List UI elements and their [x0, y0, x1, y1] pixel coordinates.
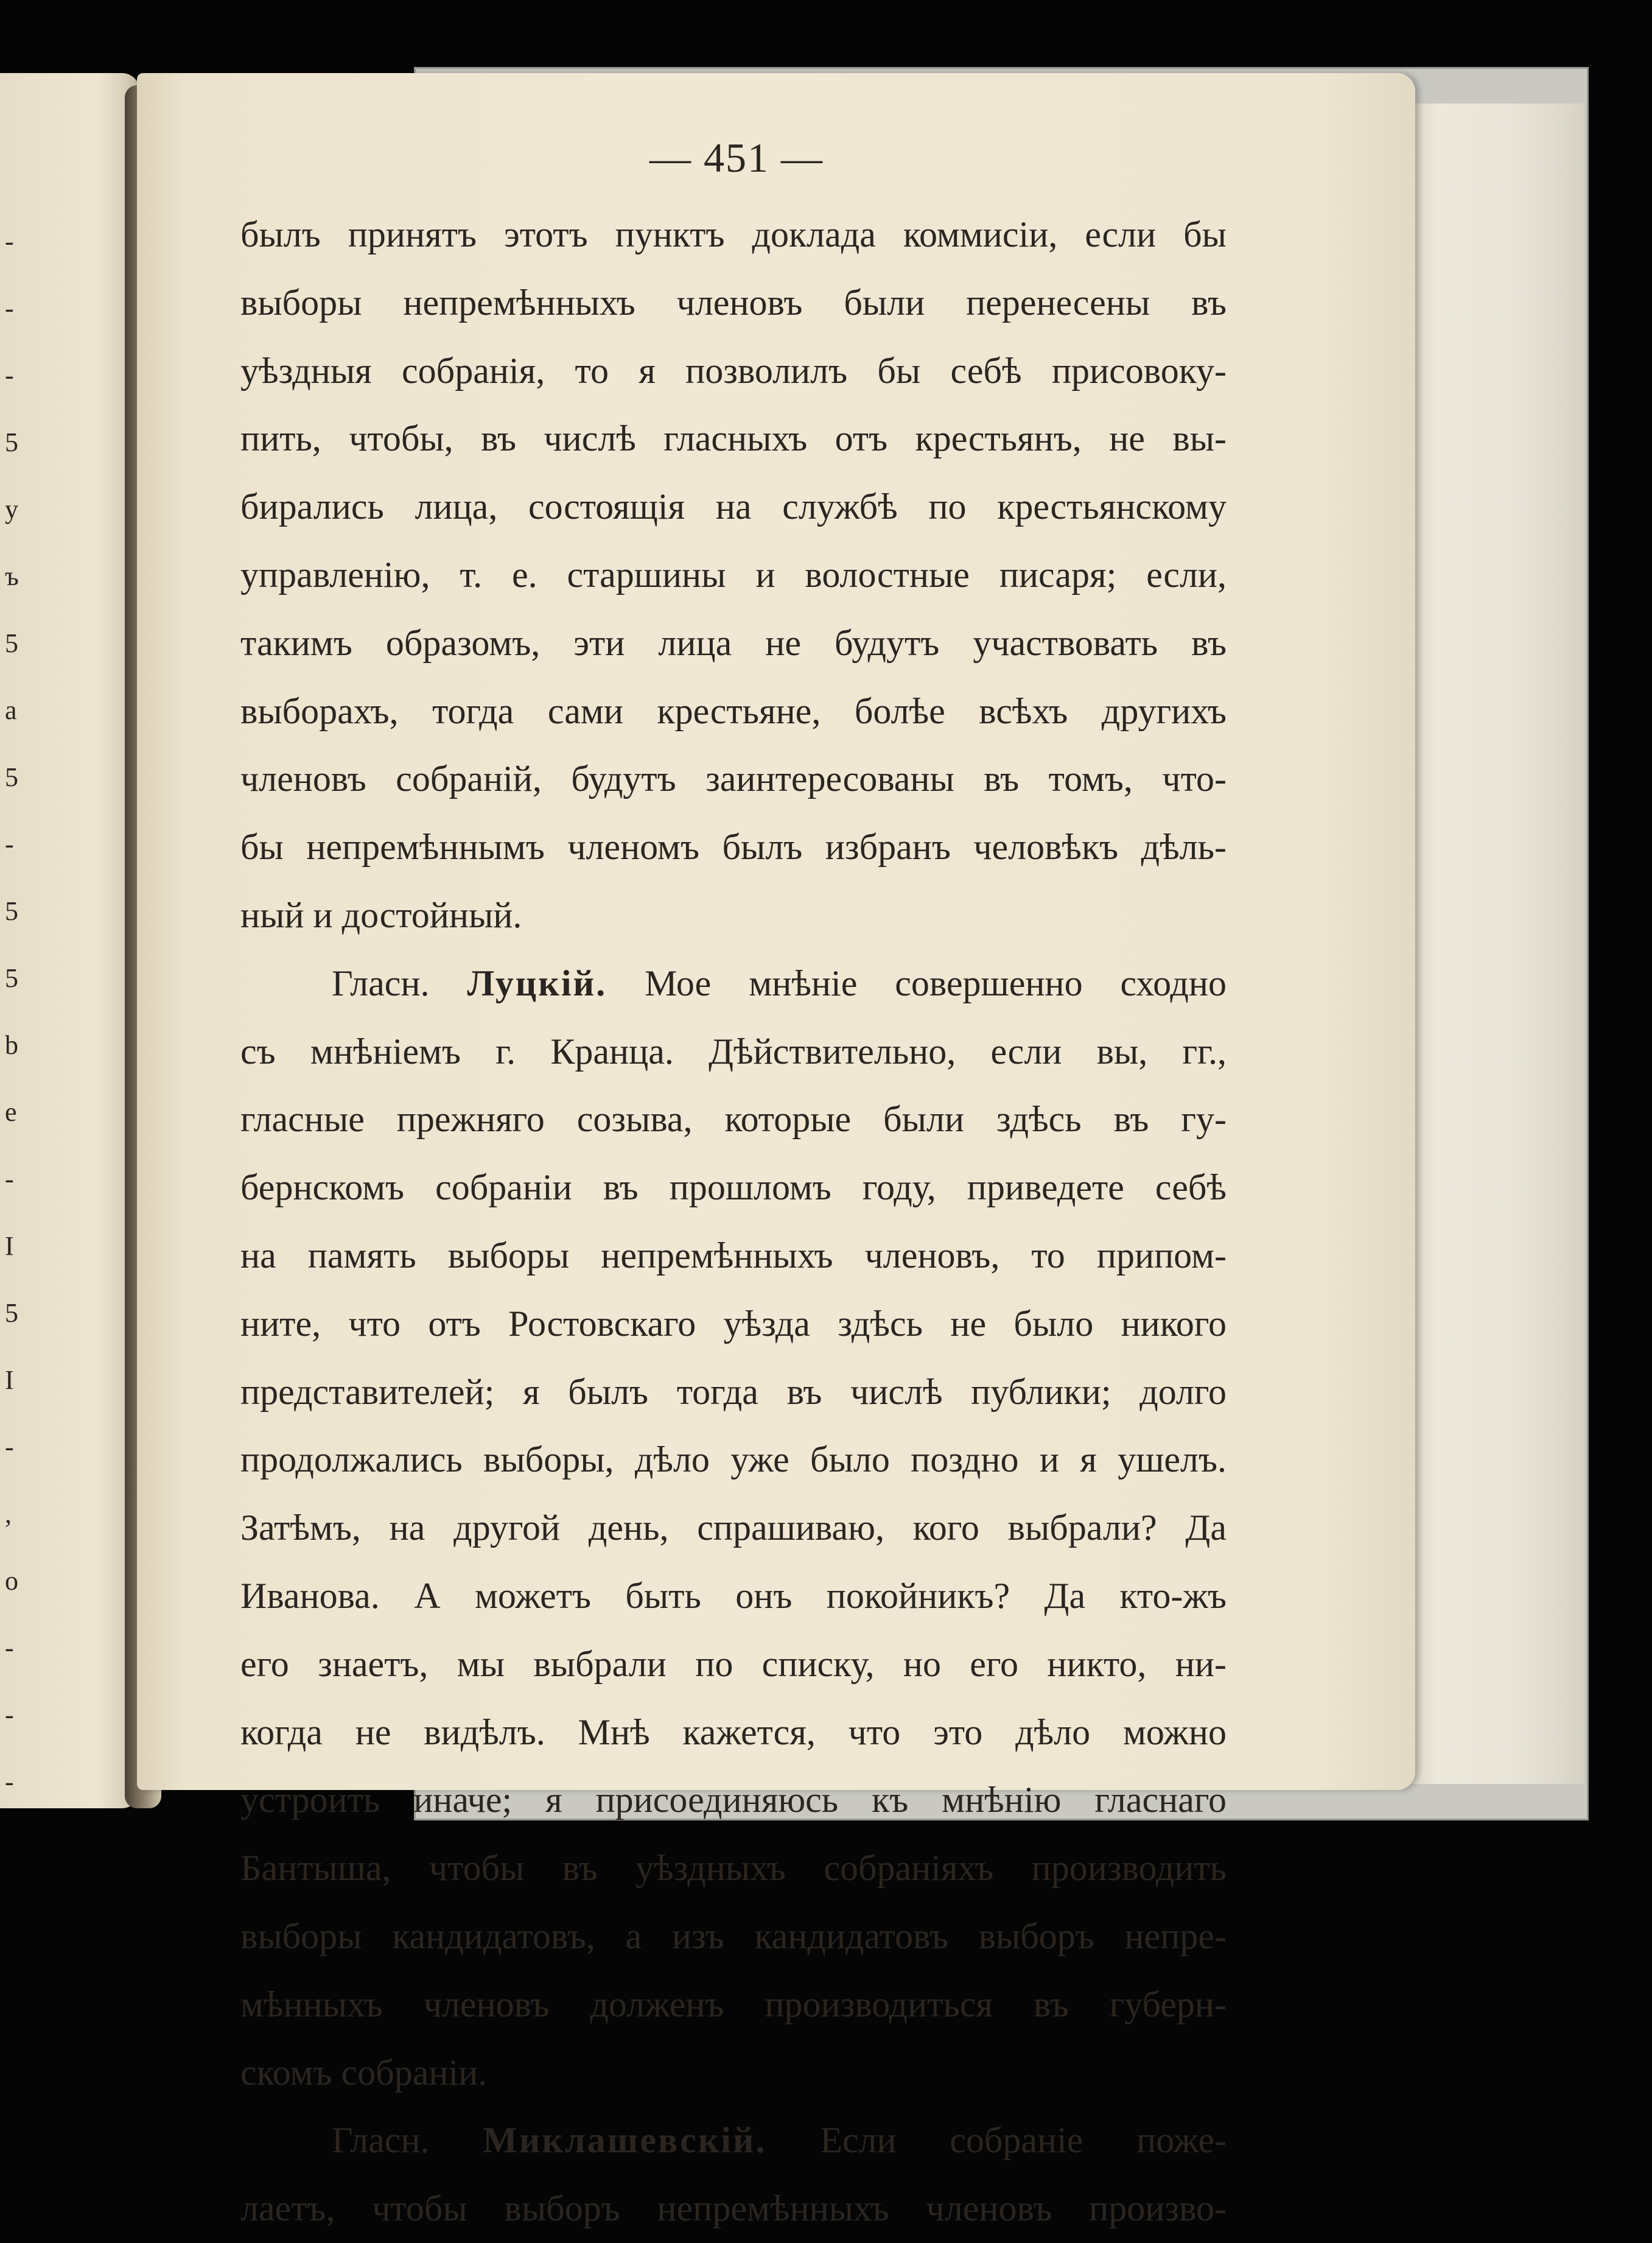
margin-glyph: 5 — [5, 1298, 18, 1328]
text-segment: Мое мнѣніе совершенно сходно — [645, 963, 1227, 1003]
text-line: гласные прежняго созыва, которые были здѣсь въ гу- — [240, 1099, 1227, 1140]
text-line: членовъ собраній, будутъ заинтересованы въ томъ, что- — [240, 759, 1227, 799]
margin-glyph: , — [5, 1499, 12, 1529]
margin-glyph: - — [5, 293, 14, 323]
speaker-name: Луцкій. — [467, 963, 607, 1003]
margin-glyph: o — [5, 1566, 18, 1596]
text-line: мѣнныхъ членовъ долженъ производиться въ губерн- — [240, 1984, 1227, 2024]
text-line: ный и достойный. — [240, 894, 522, 935]
left-page-edge — [0, 73, 140, 1808]
text-line: пить, чтобы, въ числѣ гласныхъ отъ крестьянъ, не вы- — [240, 418, 1227, 459]
text-line: выборы кандидатовъ, а изъ кандидатовъ выборъ непре- — [240, 1915, 1227, 1956]
text-line: бирались лица, состоящія на службѣ по крестьянскому — [240, 486, 1227, 527]
text-line: его знаетъ, мы выбрали по списку, но его никто, ни- — [240, 1643, 1227, 1684]
margin-glyph: e — [5, 1097, 17, 1127]
margin-glyph: I — [5, 1365, 14, 1395]
margin-glyph: - — [5, 1164, 14, 1194]
text-line: съ мнѣніемъ г. Кранца. Дѣйствительно, если вы, гг., — [240, 1031, 1227, 1072]
text-line: выборы непремѣнныхъ членовъ были перенесены въ — [240, 282, 1227, 323]
margin-glyph: - — [5, 1432, 14, 1462]
text-line: бы непремѣннымъ членомъ былъ избранъ человѣкъ дѣль- — [240, 827, 1227, 868]
text-line: Бантыша, чтобы въ уѣздныхъ собраніяхъ производить — [240, 1848, 1227, 1889]
margin-glyph: - — [5, 226, 14, 256]
page-stack-edge — [1400, 104, 1584, 1784]
margin-glyph: 5 — [5, 762, 18, 792]
margin-glyph: - — [5, 1700, 14, 1730]
text-line: былъ принятъ этотъ пунктъ доклада коммисіи, если бы — [240, 214, 1227, 254]
margin-glyph: 5 — [5, 628, 18, 658]
text-line: продолжались выборы, дѣло уже было поздно и я ушелъ. — [240, 1439, 1227, 1480]
text-line: на память выборы непремѣнныхъ членовъ, то припом- — [240, 1235, 1227, 1276]
page-text — [240, 201, 1227, 2243]
text-line: устроить иначе; я присоединяюсь къ мнѣнію гласнаго — [240, 1780, 1227, 1820]
margin-glyph: 5 — [5, 963, 18, 993]
text-line: выборахъ, тогда сами крестьяне, болѣе всѣхъ другихъ — [240, 690, 1227, 731]
text-line: когда не видѣлъ. Мнѣ кажется, что это дѣло можно — [240, 1711, 1227, 1752]
text-segment: Если собраніе поже- — [820, 2120, 1227, 2161]
margin-glyph: y — [5, 494, 18, 524]
text-line: управленію, т. е. старшины и волостные писаря; если, — [240, 554, 1227, 595]
margin-glyph: - — [5, 829, 14, 859]
margin-glyph: 5 — [5, 896, 18, 926]
text-line: Иванова. А можетъ быть онъ покойникъ? Да кто-жъ — [240, 1575, 1227, 1616]
book-page — [137, 73, 1415, 2229]
margin-glyph: - — [5, 1633, 14, 1663]
paragraph-start — [240, 2107, 1227, 2175]
speaker-name: Миклашевскій. — [483, 2120, 767, 2161]
text-line: такимъ образомъ, эти лица не будутъ участвовать въ — [240, 622, 1227, 663]
text-line: представителей; я былъ тогда въ числѣ публики; долго — [240, 1371, 1227, 1412]
text-line: уѣздныя собранія, то я позволилъ бы себѣ присовоку- — [240, 350, 1227, 391]
speaker-prefix: Гласн. — [332, 963, 430, 1003]
text-line: лаетъ, чтобы выборъ непремѣнныхъ членовъ произво- — [240, 2188, 1227, 2229]
text-line: ните, что отъ Ростовскаго уѣзда здѣсь не было никого — [240, 1303, 1227, 1344]
margin-glyph: - — [5, 1767, 14, 1797]
paragraph-start — [240, 950, 1227, 1018]
margin-glyph: ъ — [5, 561, 19, 591]
speaker-prefix: Гласн. — [332, 2120, 430, 2161]
text-line: бернскомъ собраніи въ прошломъ году, приведете себѣ — [240, 1167, 1227, 1208]
text-line: скомъ собраніи. — [240, 2052, 488, 2093]
text-line: Затѣмъ, на другой день, спрашиваю, кого выбрали? Да — [240, 1508, 1227, 1548]
margin-glyph: a — [5, 695, 17, 725]
margin-glyph: - — [5, 360, 14, 390]
page-number: — 451 — — [649, 135, 824, 181]
margin-glyph: b — [5, 1030, 18, 1060]
margin-glyph: I — [5, 1231, 14, 1261]
margin-glyph: 5 — [5, 427, 18, 457]
